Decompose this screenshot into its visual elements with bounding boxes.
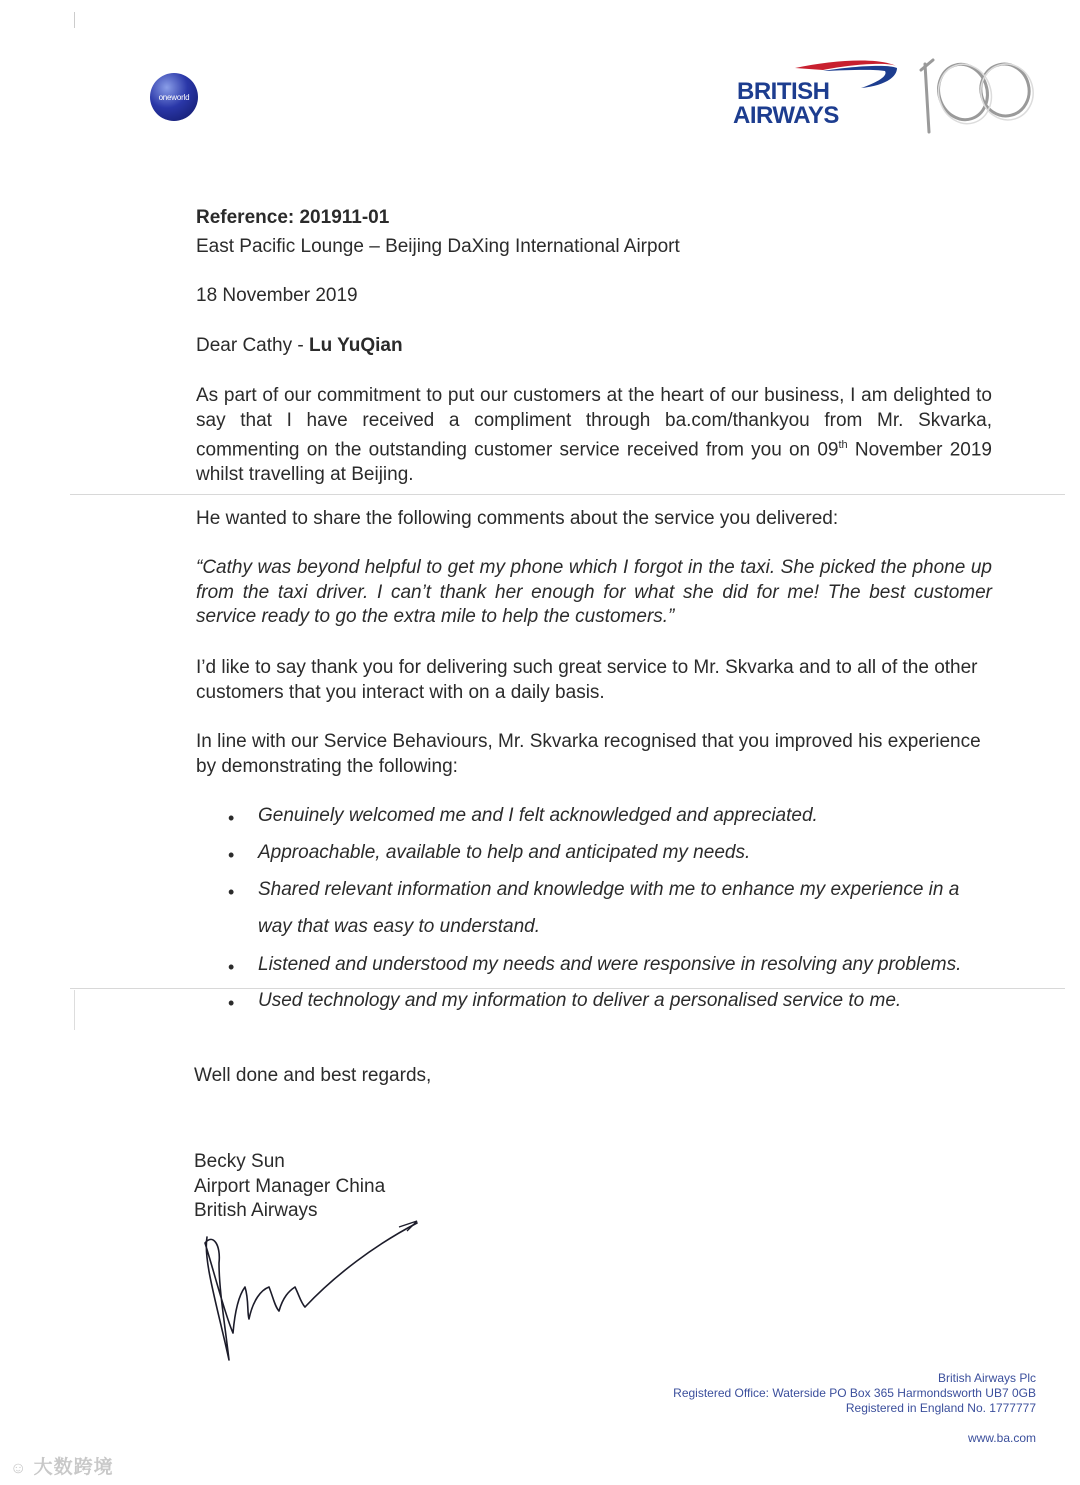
date-ordinal-suffix: th [838, 439, 848, 451]
bullet-marker: • [228, 882, 235, 902]
footer-registration: Registered in England No. 1777777 [845, 1401, 1036, 1415]
scan-mark [74, 12, 75, 28]
location-line: East Pacific Lounge – Beijing DaXing International Airport [196, 236, 680, 257]
signer-company: British Airways [194, 1200, 318, 1221]
watermark-text: 大数跨境 [33, 1457, 114, 1478]
paragraph-intro [196, 384, 992, 487]
ba-logo-word-british: BRITISH [737, 78, 830, 105]
reference-line: Reference: 201911-01 [196, 207, 390, 228]
paragraph-behaviours: In line with our Service Behaviours, Mr. Skvarka recognised that you improved his experience by demonstrating the following: [196, 731, 981, 777]
recipient-name: Lu YuQian [308, 335, 403, 356]
scan-divider [70, 494, 1065, 495]
bullet-marker: • [228, 993, 235, 1013]
bullet-item: Genuinely welcomed me and I felt acknowledged and appreciated. [258, 805, 818, 826]
scan-mark [74, 990, 75, 1030]
bullet-item: Listened and understood my needs and were responsive in resolving any problems. [258, 954, 962, 975]
centenary-100-logo [915, 52, 1035, 136]
handwritten-signature [195, 1215, 425, 1370]
signer-title: Airport Manager China [194, 1176, 386, 1197]
closing-line: Well done and best regards, [194, 1065, 432, 1086]
watermark [10, 1452, 114, 1479]
letter-date: 18 November 2019 [196, 285, 358, 306]
paragraph-intro-text-end: November 2019 whilst travelling at Beijing. [196, 439, 992, 485]
bullet-item: Shared relevant information and knowledge with me to enhance my experience in a way that was easy to understand. [258, 879, 960, 937]
paragraph-intro-text: As part of our commitment to put our customers at the heart of our business, I am delighted to say that I have received a compliment through ba.com/thankyou from Mr. Skvarka, commenting on the outstanding customer service received from you on 09 [196, 385, 992, 461]
paragraph-thanks: I’d like to say thank you for delivering such great service to Mr. Skvarka and to all of the other customers that you interact with on a daily basis. [196, 657, 978, 703]
salutation [196, 334, 403, 359]
oneworld-logo-text: oneworld [158, 92, 190, 102]
british-airways-logo [733, 58, 903, 128]
signer-name: Becky Sun [194, 1151, 285, 1172]
footer-registered-office: Registered Office: Waterside PO Box 365 Harmondsworth UB7 0GB [673, 1386, 1036, 1400]
bullet-marker: • [228, 845, 235, 865]
bullet-item: Approachable, available to help and anticipated my needs. [258, 842, 751, 863]
oneworld-logo [150, 73, 198, 121]
footer-website: www.ba.com [967, 1431, 1036, 1445]
bullet-item: Used technology and my information to deliver a personalised service to me. [258, 990, 902, 1011]
bullet-marker: • [228, 957, 235, 977]
paragraph-comments-intro: He wanted to share the following comments about the service you delivered: [196, 508, 839, 529]
watermark-logo-icon: ☺ [10, 1460, 28, 1477]
ba-logo-word-airways: AIRWAYS [733, 102, 839, 129]
salutation-prefix: Dear Cathy - [196, 335, 309, 356]
customer-quote: “Cathy was beyond helpful to get my phone which I forgot in the taxi. She picked the phone up from the taxi driver. I can’t thank her enough for what she did for me! The best customer service ready to go the extra mile to help the customers.” [196, 557, 992, 627]
bullet-marker: • [228, 808, 235, 828]
footer-company: British Airways Plc [937, 1371, 1036, 1385]
